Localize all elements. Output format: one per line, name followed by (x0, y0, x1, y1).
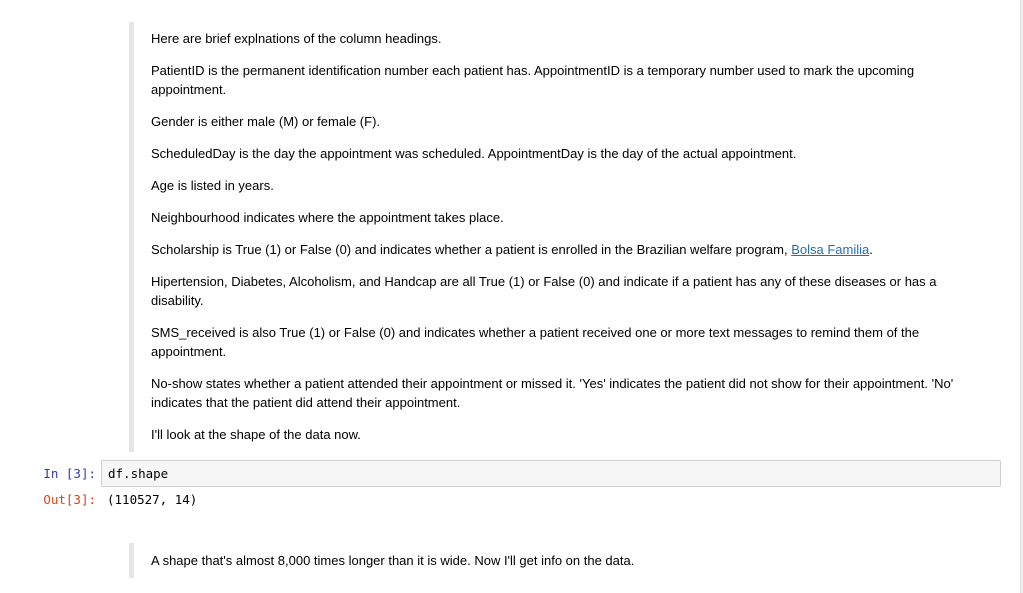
code-text: df.shape (108, 466, 169, 481)
input-prompt: In [3]: (43, 466, 96, 481)
paragraph-next-step: I'll look at the shape of the data now. (151, 427, 361, 442)
markdown-cell-shape-comment[interactable] (129, 543, 989, 578)
scholarship-text: Scholarship is True (1) or False (0) and indicates whether a patient is enrolled in the Brazilian welfare program, (151, 242, 792, 257)
paragraph-intro: Here are brief explnations of the column headings. (151, 31, 442, 46)
paragraph-shape-comment: A shape that's almost 8,000 times longer than it is wide. Now I'll get info on the data. (151, 553, 635, 568)
paragraph-age: Age is listed in years. (151, 178, 274, 193)
code-output: (110527, 14) (107, 492, 198, 507)
output-prompt: Out[3]: (43, 492, 96, 507)
scholarship-period: . (869, 242, 873, 257)
paragraph-scheduled-day: ScheduledDay is the day the appointment was scheduled. AppointmentDay is the day of the actual appointment. (151, 146, 797, 161)
paragraph-gender: Gender is either male (M) or female (F). (151, 114, 381, 129)
paragraph-neighbourhood: Neighbourhood indicates where the appointment takes place. (151, 210, 504, 225)
markdown-cell-column-explanations[interactable] (129, 22, 989, 452)
paragraph-patient-id: PatientID is the permanent identification number each patient has. AppointmentID is a temporary number used to mark the upcoming appointment. (151, 63, 915, 97)
paragraph-no-show: No-show states whether a patient attended their appointment or missed it. 'Yes' indicates the patient did not show for their appointment. 'No' indicates that the patient did attend their appointment. (151, 376, 954, 410)
paragraph-scholarship (151, 240, 979, 259)
paragraph-conditions: Hipertension, Diabetes, Alcoholism, and Handcap are all True (1) or False (0) and indicate if a patient has any of these diseases or has a disability. (151, 274, 937, 308)
bolsa-familia-link[interactable]: Bolsa Familia (791, 242, 870, 257)
code-input-area[interactable] (101, 460, 1001, 487)
paragraph-sms-received: SMS_received is also True (1) or False (0) and indicates whether a patient received one or more text messages to remind them of the appointment. (151, 325, 920, 359)
